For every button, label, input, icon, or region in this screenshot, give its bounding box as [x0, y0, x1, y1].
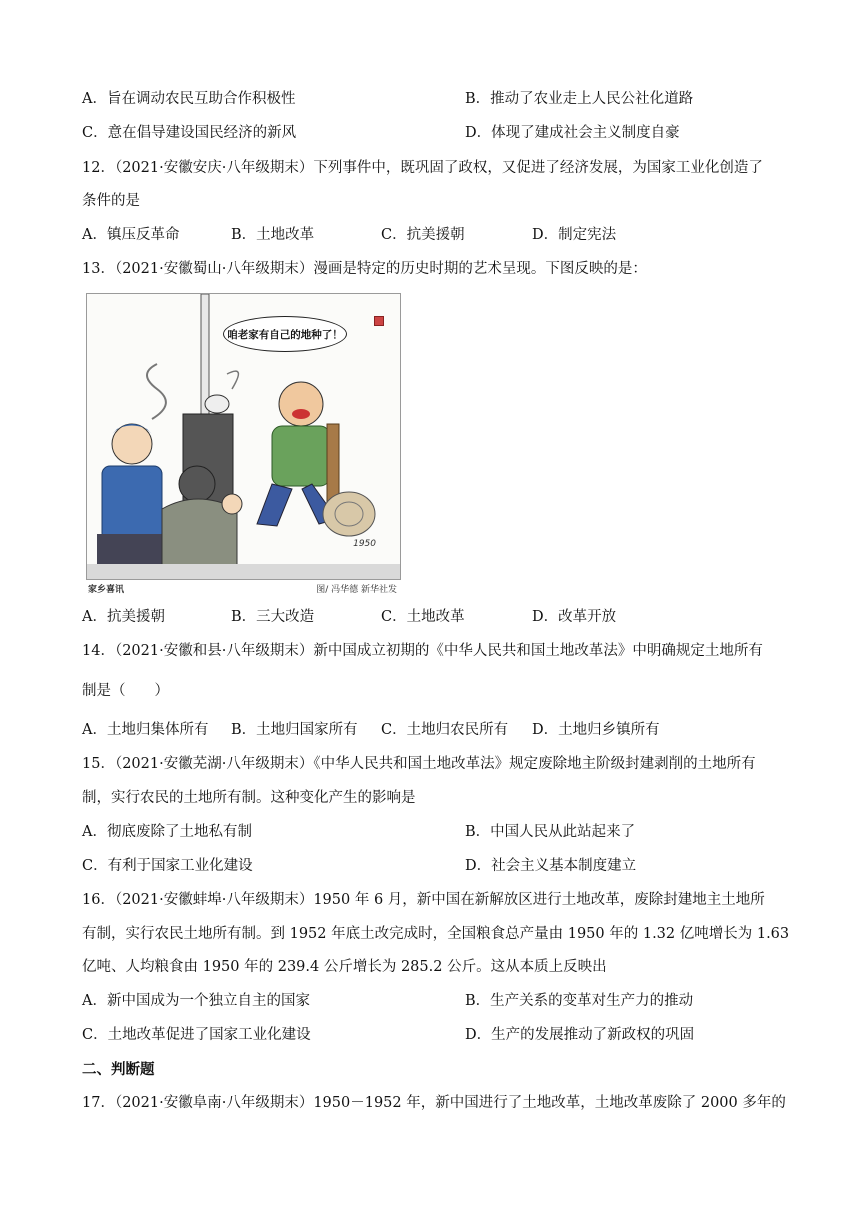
q13-option-d: D．改革开放 [532, 609, 617, 625]
cartoon-title: 家乡喜讯 [88, 585, 125, 595]
cartoon-credit: 图/ 冯华德 新华社发 [316, 585, 397, 595]
q11-option-c: C．意在倡导建设国民经济的新风 [82, 125, 297, 141]
q16-option-c: C．土地改革促进了国家工业化建设 [82, 1027, 311, 1043]
q16-option-b: B．生产关系的变革对生产力的推动 [465, 993, 694, 1009]
cartoon-frame [86, 293, 401, 580]
q14-stem-line1: 14．（2021·安徽和县·八年级期末）新中国成立初期的《中华人民共和国土地改革法》中明确规定土地所有 [82, 643, 763, 659]
cartoon-year: 1950 [353, 539, 376, 549]
q13-stem-line1: 13．（2021·安徽蜀山·八年级期末）漫画是特定的历史时期的艺术呈现。下图反映的是： [82, 261, 647, 277]
q12-option-a: A．镇压反革命 [82, 227, 180, 243]
q13-option-b: B．三大改造 [231, 609, 315, 625]
q12-stem-line1: 12．（2021·安徽安庆·八年级期末）下列事件中，既巩固了政权，又促进了经济发展，为国家工业化创造了 [82, 160, 763, 176]
section-heading-true-false: 二、判断题 [82, 1061, 155, 1078]
q14-option-a: A．土地归集体所有 [82, 722, 209, 738]
q15-options-row2 [82, 856, 637, 876]
q15-option-a: A．彻底废除了土地私有制 [82, 824, 252, 840]
q16-options-row2 [82, 1025, 695, 1045]
q12-stem-line2: 条件的是 [82, 193, 140, 209]
q16-option-d: D．生产的发展推动了新政权的巩固 [465, 1027, 695, 1043]
q11-option-b: B．推动了农业走上人民公社化道路 [465, 91, 694, 107]
q14-option-c: C．土地归农民所有 [381, 722, 509, 738]
q14-options [82, 720, 660, 740]
q15-options-row1 [82, 822, 636, 842]
q16-stem-line3: 亿吨、人均粮食由 1950 年的 239.4 公斤增长为 285.2 公斤。这从本质上反映出 [82, 959, 607, 975]
q16-stem-line1: 16．（2021·安徽蚌埠·八年级期末）1950 年 6 月，新中国在新解放区进行土地改革，废除封建地主土地所 [82, 892, 765, 908]
q11-option-d: D．体现了建成社会主义制度自豪 [465, 125, 680, 141]
q15-option-d: D．社会主义基本制度建立 [465, 858, 637, 874]
q15-option-c: C．有利于国家工业化建设 [82, 858, 253, 874]
q13-cartoon [86, 293, 401, 595]
q12-options [82, 225, 617, 245]
q11-option-a: A．旨在调动农民互助合作积极性 [82, 91, 296, 107]
q17-stem-line1: 17．（2021·安徽阜南·八年级期末）1950－1952 年，新中国进行了土地改革，土地改革废除了 2000 多年的 [82, 1095, 786, 1111]
q14-stem-line2: 制是（ ） [82, 683, 169, 699]
q14-option-d: D．土地归乡镇所有 [532, 722, 660, 738]
red-seal-icon [374, 316, 384, 326]
q16-stem-line2: 有制，实行农民土地所有制。到 1952 年底土改完成时，全国粮食总产量由 1950 年的 1.32 亿吨增长为 1.63 [82, 926, 790, 942]
q15-stem-line1: 15．（2021·安徽芜湖·八年级期末）《中华人民共和国土地改革法》规定废除地主阶级封建剥削的土地所有 [82, 756, 756, 772]
q11-options-row1 [82, 89, 694, 109]
q13-options [82, 607, 617, 627]
q12-option-d: D．制定宪法 [532, 227, 617, 243]
q16-options-row1 [82, 991, 694, 1011]
q12-option-c: C．抗美援朝 [381, 227, 465, 243]
q14-option-b: B．土地归国家所有 [231, 722, 358, 738]
q13-option-a: A．抗美援朝 [82, 609, 165, 625]
q16-option-a: A．新中国成为一个独立自主的国家 [82, 993, 310, 1009]
q12-option-b: B．土地改革 [231, 227, 315, 243]
q13-option-c: C．土地改革 [381, 609, 465, 625]
q15-option-b: B．中国人民从此站起来了 [465, 824, 636, 840]
q15-stem-line2: 制，实行农民的土地所有制。这种变化产生的影响是 [82, 790, 416, 806]
speech-bubble: 咱老家有自己的地种了！ [223, 316, 347, 352]
q11-options-row2 [82, 123, 680, 143]
